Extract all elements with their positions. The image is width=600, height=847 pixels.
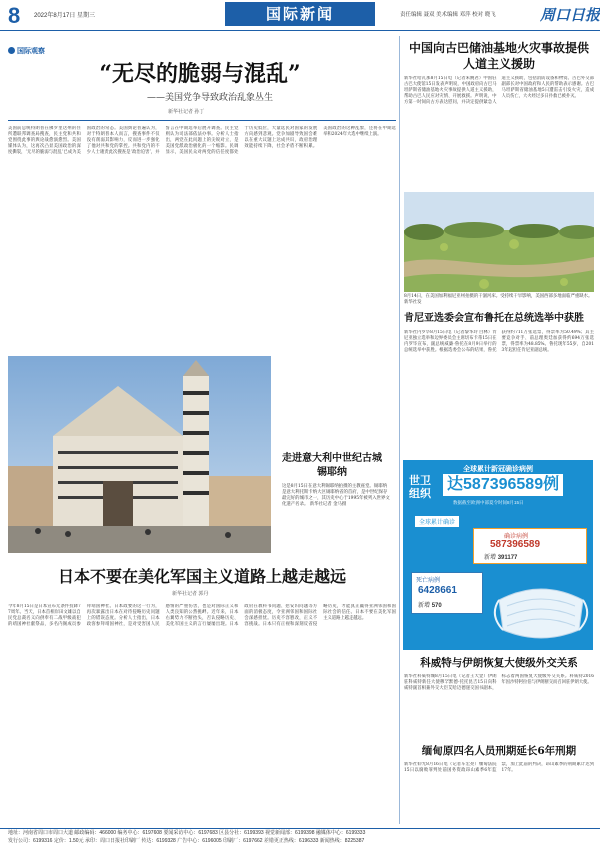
japan-headline: 日本不要在美化军国主义道路上越走越远 — [57, 567, 346, 586]
right-headline-2: 肯尼亚选委会宣布鲁托在总统选举中获胜 — [404, 313, 584, 324]
footer-line-2: 发行公司：6199316 定价：1.50元 承印：周口日报社印刷厂 传达：6199328 广告中心：6196005 印刷厂：6197662 差错更正热线：6196333 新闻热线：8225387 — [8, 838, 365, 844]
drought-photo — [404, 192, 594, 292]
footer-line-1: 地址：河南省周口市周口大道 邮政编码：466000 编务中心：6197608 要闻采访中心：6197683 区县分社：6199393 视觉新闻部：6199398 融媒体中心：6199333 — [8, 830, 366, 836]
covid-title-small: 全球累计新冠确诊病例 — [463, 466, 533, 473]
confirmed-value: 587396589 — [490, 539, 541, 550]
main-rule — [8, 120, 396, 121]
newspaper-logo: 周口日报 — [540, 6, 600, 24]
footer — [0, 828, 600, 847]
drought-caption: 8月14日，在美国加利福尼亚州拍摄的干涸河床。受持续干旱影响，美国西部多地面临严重缺水。 新华社发 — [404, 294, 593, 305]
confirmed-box — [473, 528, 587, 564]
confirmed-new: 新增 391177 — [484, 555, 518, 561]
editors-credit: 责任编辑 聂双 美术编辑 邓萍 校对 晓飞 — [400, 12, 496, 18]
right-headline-4: 缅甸原四名人员刑期延长6年刑期 — [421, 745, 577, 757]
death-value: 6428661 — [418, 585, 457, 596]
column-divider — [399, 36, 400, 824]
confirmed-label: 确诊病例 — [504, 534, 529, 540]
tag-icon — [8, 47, 15, 54]
right-story-4-body: 新华社仰光8月16日电（记者车宏亮）缅甸法院15日以腐败罪判处前国务资政昂山素季6年监禁，加上此前的判决，昂山素季的刑期累计达到17年。 — [404, 762, 594, 774]
death-box — [411, 572, 483, 614]
photo-title: 走进意大利中世纪古城锡耶纳 — [282, 453, 382, 478]
right-story-2-body: 新华社内罗毕8月15日电（记者黎华玲 白林）肯尼亚独立选举和边界委员会主席切布卡蒂15日在内罗毕宣布，副总统威廉·鲁托在8月9日举行的总统选举中获胜。根据选委会公布的结果，鲁托获得约711万张选票，得票率为50.49%；其主要竞争对手、前总理奥廷加获得约694万张选票，得票率为48.85%。鲁托现年55岁，自2013年起担任肯尼亚副总统。 — [404, 330, 594, 354]
main-subhead: ——美国党争导致政治乱象丛生 — [146, 93, 273, 103]
issue-date: 2022年8月17日 星期三 — [34, 13, 96, 19]
main-story-tag: 国际观察 — [8, 46, 45, 56]
covid-note: 数据截至欧洲中部夏令时间8月15日 — [453, 500, 524, 505]
right-story-1-body: 新华社哈瓦那8月15日电（记者朱婉君）中国驻古巴大使馆15日发表声明说，中国政府向古巴马坦萨斯省储油基地火灾事故提供人道主义援助，帮助古巴人民应对灾情、开展救援。声明说，中方第一时间向古方表达慰问，并决定提供紧急人道主义援助，包括消防设备和物资。古巴外交部副部长对中国政府和人民的帮助表示感谢。古巴马坦萨斯省储油基地5日遭雷击引发火灾，造成人员伤亡，大火经过多日扑救已被扑灭。 — [404, 76, 594, 106]
section-title: 国际新闻 — [225, 2, 375, 26]
who-label: 世卫组织 — [409, 474, 431, 500]
main-byline: 新华社记者 孙丁 — [168, 109, 205, 115]
masthead — [0, 0, 600, 31]
covid-infographic — [403, 460, 593, 650]
siena-cathedral-photo — [8, 356, 271, 553]
page-number: 8 — [8, 3, 21, 28]
covid-top-label: 全球累计确诊 — [415, 516, 459, 527]
death-new: 新增 570 — [418, 603, 442, 609]
right-story-3-body: 新华社科威特城8月15日电（记者王大金）伊朗驻科威特新任大使穆罕默德·托托昆吉15日向科威特副首相兼外交大臣艾哈迈德递交国书副本，标志着两国恢复大使级外交关系。科威特2016年因沙特阿拉伯与伊朗断交而召回驻伊朗大使。 — [404, 674, 594, 692]
mask-illustration — [493, 570, 589, 648]
covid-total-value: 587396589 — [463, 476, 544, 493]
main-headline: “无尽的脆弱与混乱” — [99, 61, 301, 87]
japan-byline: 新华社记者 郭丹 — [172, 591, 209, 597]
covid-total: 达587396589例 — [443, 474, 563, 496]
japan-story-body: 今年8月15日是日本宣布无条件投降77周年。当天，日本首相岸田文雄以自民党总裁名义向供奉有二战甲级战犯的靖国神社献祭品，多名内阁成员参拜靖国神社。日本政要的这一行为，再次暴露出日本在对待侵略历史问题上的错误态度。分析人士指出，日本政客参拜靖国神社，是对受害国人民感情的严重伤害，也是对国际正义和人类良知的公然挑衅。近年来，日本右翼势力不断抬头，否认侵略历史、美化军国主义的言行屡屡出现。日本政府在教科书问题、慰安妇问题等方面的消极态度，令亚洲邻国和国际社会深感担忧。历史不容篡改，正义不容挑战。日本只有正视和深刻反省侵略历史，才能真正赢得亚洲邻国和国际社会的信任。日本不要在美化军国主义道路上越走越远。 — [8, 604, 396, 628]
main-story-body: 美国前总统特朗普在佛罗里达州的住所遭联邦调查局搜查，民主党和共和党围绕此事的舆论战愈演愈烈。美国媒体认为，这再次凸显美国政治的深度撕裂，‘无尽的脆弱与混乱’已成为美国政治的常态。美国舆论普遍认为，对于特朗普本人而言，搜查事件不仅没有削弱其影响力，反而进一步强化了他对共和党的掌控。共和党内的不少人士谴责此次搜查是‘政治迫害’，并誓言在中期选举后展开调查。民主党则认为司法部依法办事。分析人士指出，两党在此问题上的尖锐对立，是美国党派政治极化的一个缩影。民调显示，美国民众对两党的信任度都处于历史低位，大量选民对国家的发展方向感到悲观。党争加剧导致国会难以在重大议题上达成共识，政府治理效能持续下降，社会矛盾不断积累。美国政治的这种乱象，还将在中期选举和2024年大选中继续上演。 — [8, 126, 396, 156]
death-label: 死亡病例 — [416, 578, 441, 584]
right-headline-3: 科威特与伊朗恢复大使级外交关系 — [420, 657, 578, 669]
right-headline-1: 中国向古巴储油基地火灾事故提供人道主义援助 — [408, 41, 589, 71]
photo-caption-text: 这是8月15日在意大利锡耶纳拍摄的主教座堂。锡耶纳是意大利托斯卡纳大区锡耶纳省的首府，是中世纪保存最完好的城市之一，其历史中心于1995年被列入世界文化遗产名录。 新华社记者 金马摄 — [282, 484, 390, 507]
